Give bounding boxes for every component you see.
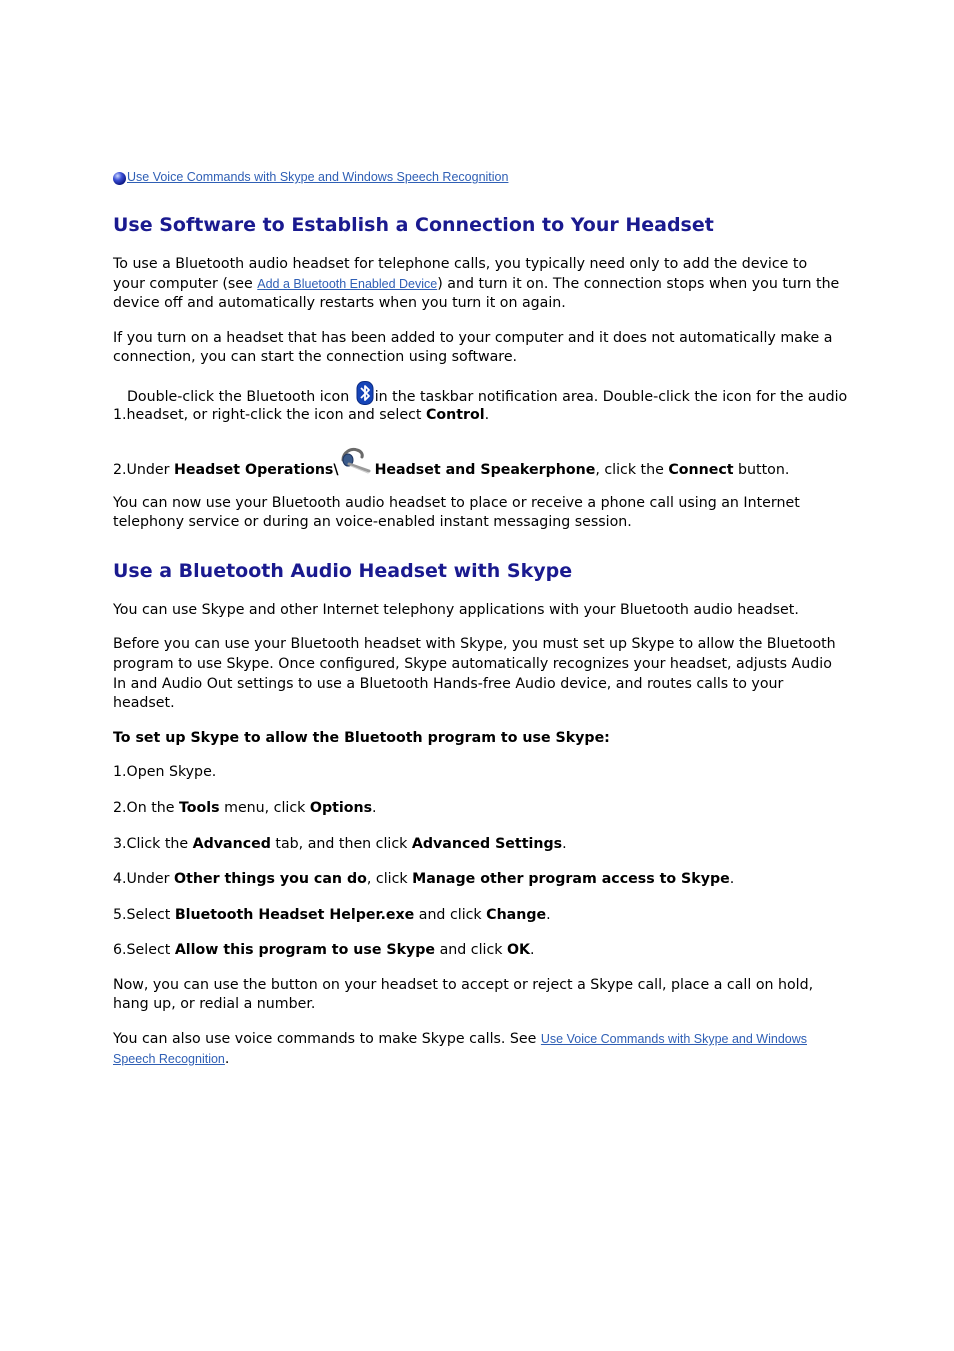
text: Under: [126, 871, 175, 888]
headset-icon: [339, 446, 371, 476]
voice-commands-bottom-link[interactable]: Use Voice Commands with Skype and Windows Speech Recognition: [113, 1032, 807, 1066]
helper-exe-label: Bluetooth Headset Helper.exe: [174, 906, 415, 923]
text: Under: [126, 461, 175, 478]
skype-step-1: [113, 763, 843, 783]
text: tab, and then click: [270, 835, 412, 852]
text: .: [530, 942, 535, 959]
paragraph-skype-setup: Before you can use your Bluetooth headset with Skype, you must set up Skype to allow the Bluetooth program to use Skype. Once configured, Skype automatically recognizes your headset, adjusts Audio In and Audio Out settings to use a Bluetooth Hands-free Audio device, and routes calls to your headset.: [113, 636, 836, 712]
text: .: [729, 871, 735, 888]
step-number: 1.: [113, 406, 127, 423]
step-number: 5.: [113, 906, 127, 923]
text: On the: [126, 799, 180, 816]
text: .: [372, 799, 377, 816]
text: , click the: [595, 461, 669, 478]
paragraph-start-connection: If you turn on a headset that has been added to your computer and it does not automatically make a connection, you can start the connection using software.: [113, 329, 833, 366]
allow-program-label: Allow this program to use Skype: [174, 942, 436, 959]
text: Select: [126, 942, 175, 959]
text: and click: [435, 942, 507, 959]
manage-access-label: Manage other program access to Skype: [412, 871, 730, 888]
step-number: 3.: [113, 835, 127, 852]
section-heading-skype: Use a Bluetooth Audio Headset with Skype: [113, 559, 573, 582]
document-content: [113, 168, 848, 1069]
step-number: 4.: [113, 871, 127, 888]
text: Double-click the Bluetooth icon: [127, 388, 354, 405]
step-1-line-1: [113, 381, 848, 406]
skype-step-3: [113, 835, 843, 855]
skype-step-2: [113, 799, 843, 819]
options-label: Options: [309, 799, 373, 816]
headset-operations-label: Headset Operations\: [174, 461, 339, 478]
connect-button-label: Connect: [668, 461, 734, 478]
text: Click the: [126, 835, 193, 852]
step-number: 2.: [113, 799, 127, 816]
paragraph-add-device: [113, 255, 843, 314]
change-label: Change: [486, 906, 547, 923]
step-number: 1.: [113, 764, 127, 781]
step-1: [113, 381, 848, 426]
paragraph-voice-commands: [113, 1030, 843, 1069]
headset-speakerphone-label: Headset and Speakerphone: [374, 461, 596, 478]
text: .: [562, 835, 567, 852]
section-heading-connection: Use Software to Establish a Connection to Your Headset: [113, 214, 714, 236]
step-2: [113, 446, 843, 481]
text: and click: [414, 906, 487, 923]
text: in the taskbar notification area. Double-click the icon for the audio: [374, 388, 848, 405]
top-link-row: [113, 168, 843, 188]
skype-step-5: [113, 906, 843, 926]
globe-bullet-icon: [113, 172, 126, 185]
procedure-title-text: To set up Skype to allow the Bluetooth program to use Skype:: [113, 729, 610, 746]
add-bluetooth-device-link[interactable]: Add a Bluetooth Enabled Device: [257, 276, 438, 291]
text: .: [546, 906, 551, 923]
text: Open Skype.: [126, 764, 217, 781]
other-things-label: Other things you can do: [174, 871, 367, 888]
text: .: [224, 1050, 230, 1067]
paragraph-headset-button: Now, you can use the button on your headset to accept or reject a Skype call, place a call on hold, hang up, or redial a number.: [113, 976, 814, 1013]
text: .: [484, 406, 490, 423]
paragraph-now-use: You can now use your Bluetooth audio headset to place or receive a phone call using an Internet telephony service or during an voice-enabled instant messaging session.: [113, 494, 800, 531]
paragraph-skype-intro: You can use Skype and other Internet telephony applications with your Bluetooth audio headset.: [113, 601, 799, 618]
skype-step-6: [113, 941, 843, 961]
voice-commands-link[interactable]: Use Voice Commands with Skype and Windows Speech Recognition: [127, 170, 509, 185]
text: headset, or right-click the icon and select: [126, 406, 426, 423]
advanced-tab-label: Advanced: [192, 835, 271, 852]
text: To use a Bluetooth audio headset for telephone calls, you typically need only to add the device to your computer (see: [113, 256, 808, 292]
procedure-title: [113, 729, 843, 749]
text: menu, click: [219, 799, 310, 816]
step-number: 6.: [113, 942, 127, 959]
step-1-line-2: [113, 406, 843, 426]
text: button.: [733, 461, 790, 478]
text: ) and turn it on. The connection stops when you turn the device off and automatically restarts when you turn it on again.: [113, 275, 840, 312]
text: Select: [126, 906, 175, 923]
control-option: Control: [425, 406, 485, 423]
bluetooth-icon: [356, 381, 374, 405]
text: , click: [366, 871, 413, 888]
step-number: 2.: [113, 461, 127, 478]
skype-step-4: [113, 870, 843, 890]
advanced-settings-label: Advanced Settings: [411, 835, 563, 852]
text: You can also use voice commands to make Skype calls. See: [113, 1031, 541, 1048]
tools-menu-label: Tools: [179, 799, 220, 816]
ok-label: OK: [506, 942, 531, 959]
